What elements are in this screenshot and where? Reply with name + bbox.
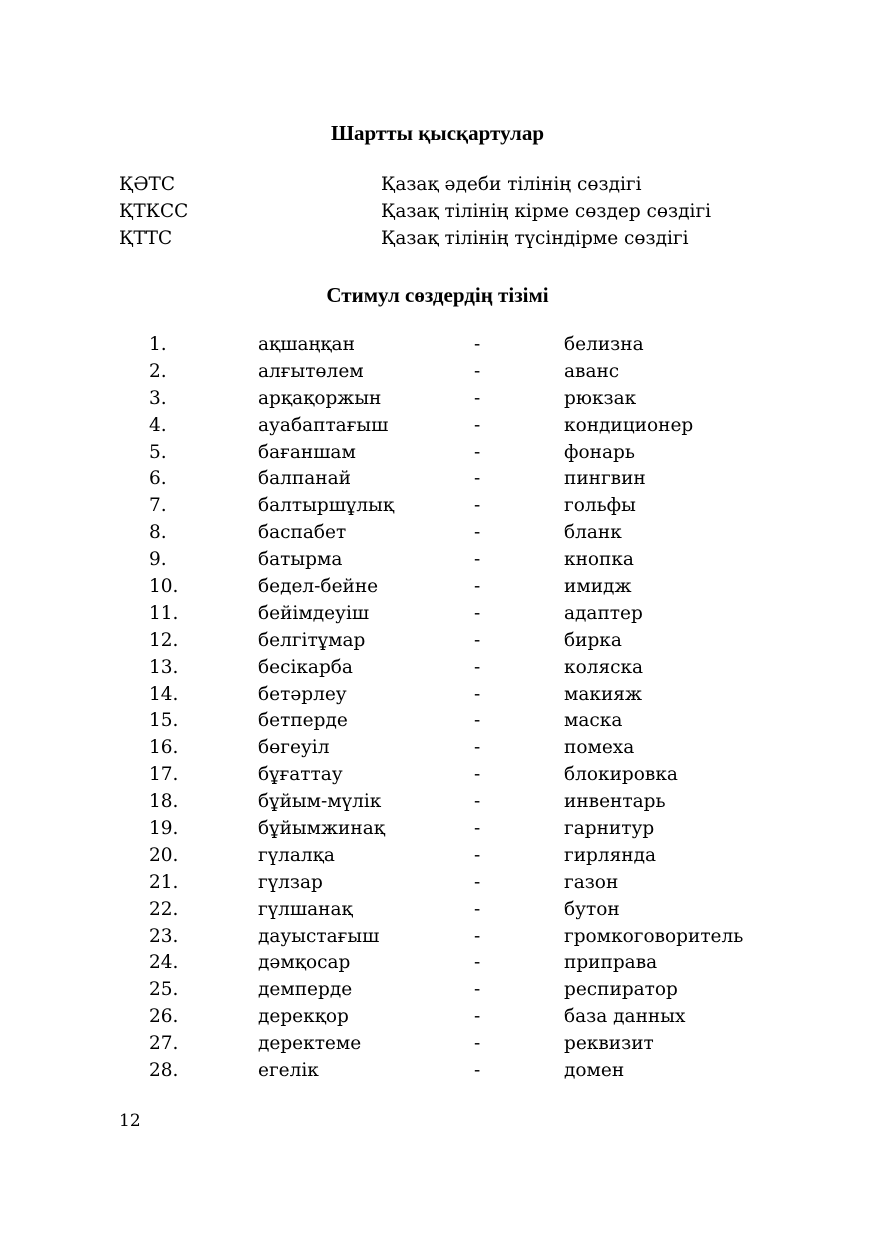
kazakh-word: бетәрлеу [258, 683, 347, 705]
russian-equivalent: пингвин [564, 468, 646, 490]
item-number: 28. [149, 1060, 179, 1082]
separator-dash: - [474, 441, 481, 463]
separator-dash: - [474, 871, 481, 893]
item-number: 10. [149, 576, 179, 598]
item-number: 23. [149, 925, 179, 947]
word-row [0, 388, 875, 415]
kazakh-word: бұғаттау [258, 764, 343, 786]
separator-dash: - [474, 898, 481, 920]
item-number: 15. [149, 710, 179, 732]
kazakh-word: гүлзар [258, 871, 323, 893]
russian-equivalent: гирлянда [564, 844, 657, 866]
russian-equivalent: кондиционер [564, 414, 694, 436]
kazakh-word: бейімдеуіш [258, 602, 370, 624]
kazakh-word: гүлшанақ [258, 898, 353, 920]
item-number: 26. [149, 1006, 179, 1028]
separator-dash: - [474, 952, 481, 974]
item-number: 4. [149, 414, 167, 436]
separator-dash: - [474, 818, 481, 840]
kazakh-word: дәмқосар [258, 952, 351, 974]
item-number: 24. [149, 952, 179, 974]
item-number: 25. [149, 979, 179, 1001]
item-number: 8. [149, 522, 167, 544]
kazakh-word: дауыстағыш [258, 925, 380, 947]
item-number: 19. [149, 818, 179, 840]
kazakh-word: белгітұмар [258, 629, 366, 651]
kazakh-word: демперде [258, 979, 353, 1001]
abbreviation-description: Қазақ тілінің кірме сөздер сөздігі [381, 201, 712, 222]
separator-dash: - [474, 1033, 481, 1055]
kazakh-word: балпанай [258, 468, 351, 490]
russian-equivalent: бутон [564, 898, 620, 920]
word-row [0, 764, 875, 791]
separator-dash: - [474, 710, 481, 732]
page-number: 12 [119, 1111, 141, 1131]
item-number: 27. [149, 1033, 179, 1055]
abbreviation-code: ҚӘТС [119, 174, 175, 195]
separator-dash: - [474, 979, 481, 1001]
abbreviation-code: ҚТКСС [119, 201, 189, 222]
russian-equivalent: помеха [564, 737, 635, 759]
kazakh-word: бөгеуіл [258, 737, 330, 759]
kazakh-word: бедел-бейне [258, 576, 379, 598]
separator-dash: - [474, 414, 481, 436]
stimulus-word-list [0, 334, 875, 1087]
word-row [0, 576, 875, 603]
russian-equivalent: приправа [564, 952, 658, 974]
kazakh-word: гүлалқа [258, 844, 335, 866]
russian-equivalent: имидж [564, 576, 632, 598]
item-number: 16. [149, 737, 179, 759]
kazakh-word: бағаншам [258, 441, 356, 463]
word-row [0, 737, 875, 764]
word-row [0, 468, 875, 495]
word-row [0, 549, 875, 576]
word-row [0, 872, 875, 899]
item-number: 7. [149, 495, 167, 517]
word-row [0, 415, 875, 442]
item-number: 13. [149, 656, 179, 678]
russian-equivalent: бланк [564, 522, 622, 544]
separator-dash: - [474, 468, 481, 490]
separator-dash: - [474, 791, 481, 813]
item-number: 1. [149, 334, 167, 355]
kazakh-word: деректеме [258, 1033, 362, 1055]
word-row [0, 603, 875, 630]
word-row [0, 818, 875, 845]
russian-equivalent: аванс [564, 360, 620, 382]
kazakh-word: егелік [258, 1060, 319, 1082]
kazakh-word: бұйымжинақ [258, 818, 385, 840]
word-row [0, 1033, 875, 1060]
kazakh-word: алғытөлем [258, 360, 364, 382]
russian-equivalent: адаптер [564, 602, 643, 624]
kazakh-word: дерекқор [258, 1006, 349, 1028]
russian-equivalent: инвентарь [564, 791, 666, 813]
kazakh-word: баспабет [258, 522, 347, 544]
separator-dash: - [474, 737, 481, 759]
word-row [0, 791, 875, 818]
kazakh-word: арқақоржын [258, 387, 382, 409]
kazakh-word: бетперде [258, 710, 348, 732]
russian-equivalent: домен [564, 1060, 625, 1082]
word-row [0, 899, 875, 926]
separator-dash: - [474, 522, 481, 544]
item-number: 9. [149, 549, 167, 571]
separator-dash: - [474, 683, 481, 705]
abbreviation-description: Қазақ әдеби тілінің сөздігі [381, 174, 642, 195]
russian-equivalent: кнопка [564, 549, 634, 571]
word-row [0, 979, 875, 1006]
word-row [0, 1006, 875, 1033]
russian-equivalent: база данных [564, 1006, 686, 1028]
russian-equivalent: маска [564, 710, 623, 732]
abbreviation-code: ҚТТС [119, 228, 173, 249]
item-number: 2. [149, 360, 167, 382]
russian-equivalent: коляска [564, 656, 644, 678]
separator-dash: - [474, 334, 481, 355]
separator-dash: - [474, 549, 481, 571]
russian-equivalent: гольфы [564, 495, 636, 517]
kazakh-word: батырма [258, 549, 343, 571]
russian-equivalent: белизна [564, 334, 644, 355]
item-number: 6. [149, 468, 167, 490]
separator-dash: - [474, 387, 481, 409]
separator-dash: - [474, 844, 481, 866]
kazakh-word: балтыршұлық [258, 495, 395, 517]
russian-equivalent: макияж [564, 683, 643, 705]
kazakh-word: ақшаңқан [258, 334, 355, 355]
separator-dash: - [474, 764, 481, 786]
item-number: 11. [149, 602, 179, 624]
item-number: 14. [149, 683, 179, 705]
kazakh-word: бесікарба [258, 656, 353, 678]
russian-equivalent: бирка [564, 629, 622, 651]
item-number: 5. [149, 441, 167, 463]
item-number: 18. [149, 791, 179, 813]
word-row [0, 630, 875, 657]
separator-dash: - [474, 495, 481, 517]
word-row [0, 1060, 875, 1087]
russian-equivalent: респиратор [564, 979, 678, 1001]
abbreviation-description: Қазақ тілінің түсіндірме сөздігі [381, 228, 689, 249]
word-row [0, 845, 875, 872]
word-row [0, 710, 875, 737]
russian-equivalent: газон [564, 871, 619, 893]
item-number: 22. [149, 898, 179, 920]
separator-dash: - [474, 925, 481, 947]
word-row [0, 361, 875, 388]
word-row [0, 442, 875, 469]
item-number: 3. [149, 387, 167, 409]
russian-equivalent: громкоговоритель [564, 925, 744, 947]
russian-equivalent: рюкзак [564, 387, 637, 409]
word-row [0, 334, 875, 361]
item-number: 12. [149, 629, 179, 651]
word-row [0, 926, 875, 953]
kazakh-word: ауабаптағыш [258, 414, 389, 436]
separator-dash: - [474, 576, 481, 598]
separator-dash: - [474, 360, 481, 382]
item-number: 20. [149, 844, 179, 866]
word-row [0, 495, 875, 522]
separator-dash: - [474, 656, 481, 678]
word-row [0, 657, 875, 684]
stimulus-words-heading: Стимул сөздердің тізімі [326, 283, 549, 307]
word-row [0, 952, 875, 979]
russian-equivalent: блокировка [564, 764, 678, 786]
item-number: 21. [149, 871, 179, 893]
separator-dash: - [474, 602, 481, 624]
separator-dash: - [474, 629, 481, 651]
word-row [0, 522, 875, 549]
russian-equivalent: реквизит [564, 1033, 654, 1055]
word-row [0, 684, 875, 711]
separator-dash: - [474, 1006, 481, 1028]
kazakh-word: бұйым-мүлік [258, 791, 382, 813]
separator-dash: - [474, 1060, 481, 1082]
russian-equivalent: гарнитур [564, 818, 655, 840]
item-number: 17. [149, 764, 179, 786]
russian-equivalent: фонарь [564, 441, 635, 463]
abbreviations-heading: Шартты қысқартулар [330, 121, 545, 145]
